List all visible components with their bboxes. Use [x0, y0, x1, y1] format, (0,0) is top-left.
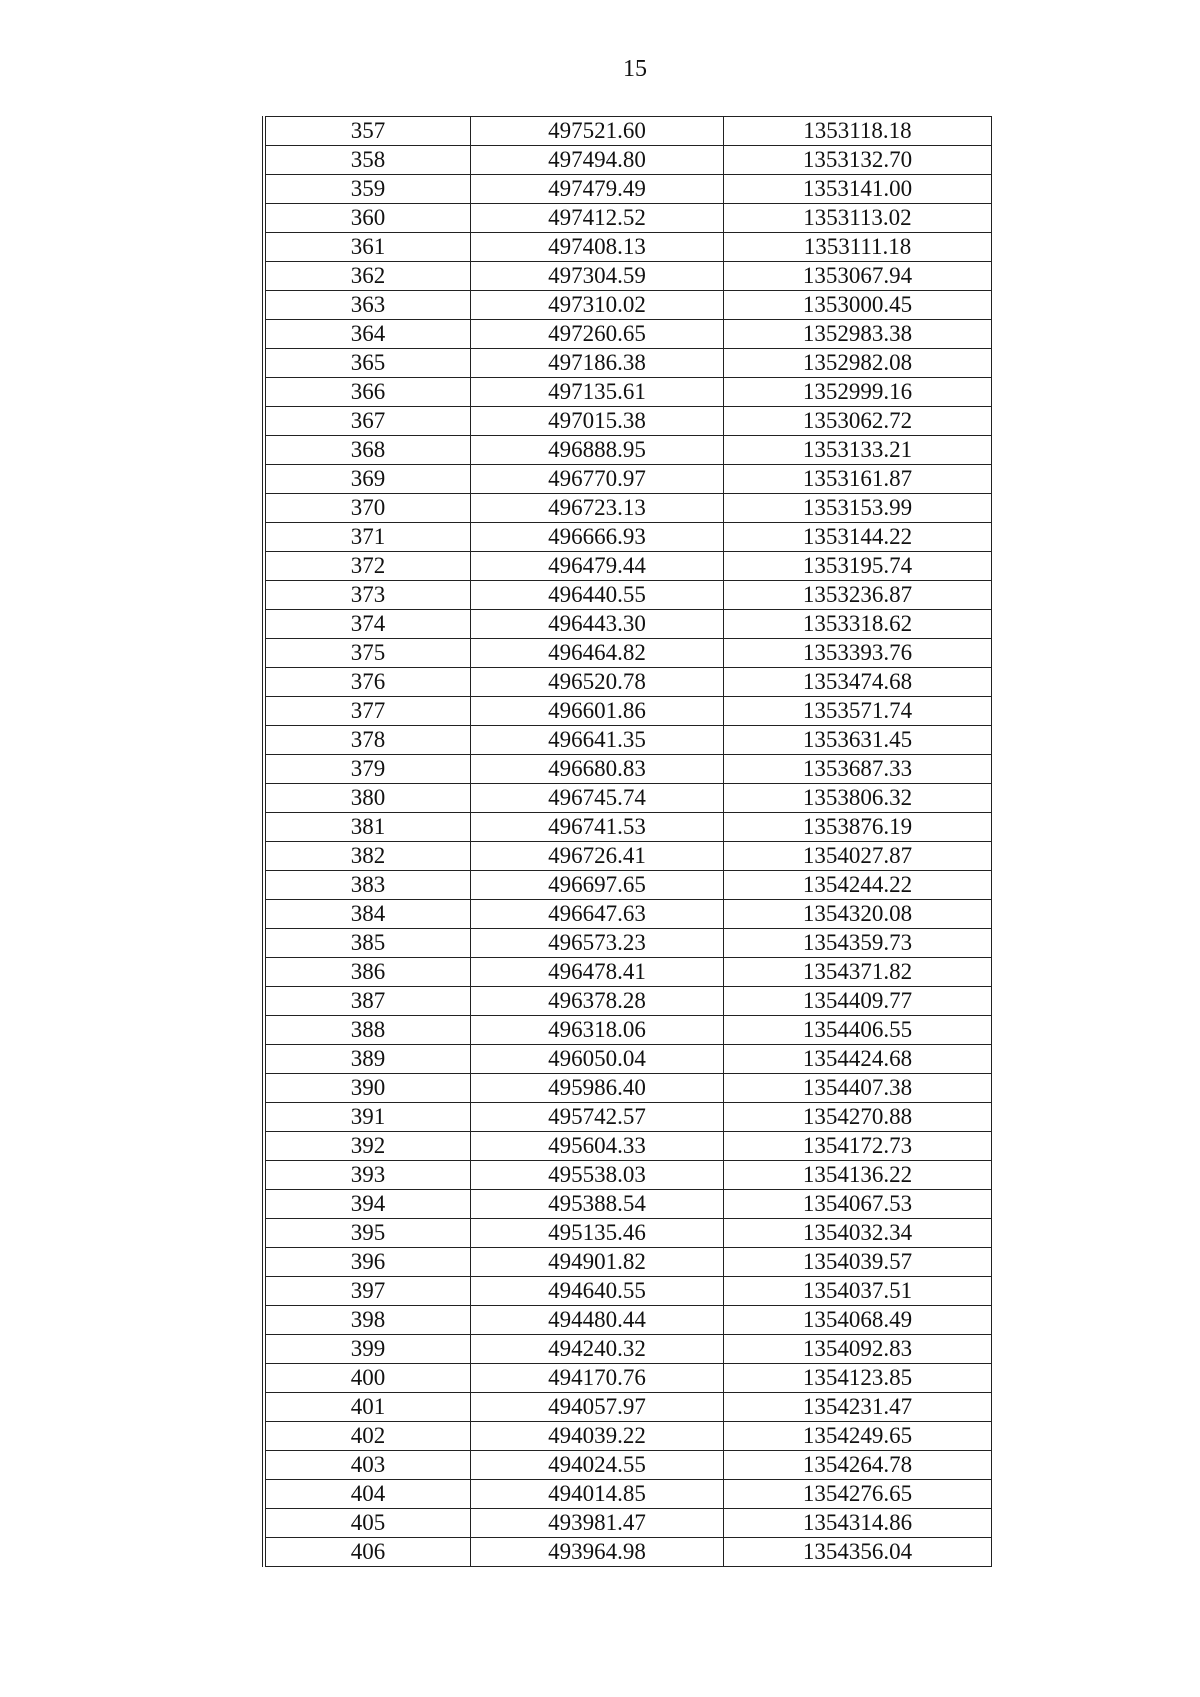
point-number-cell: 406 [264, 1538, 470, 1567]
y-coordinate-cell: 1353474.68 [723, 668, 991, 697]
point-number-cell: 395 [264, 1219, 470, 1248]
y-coordinate-cell: 1353806.32 [723, 784, 991, 813]
x-coordinate-cell: 496641.35 [470, 726, 723, 755]
table-row [264, 1103, 992, 1132]
point-number-cell: 389 [264, 1045, 470, 1074]
x-coordinate-cell: 496440.55 [470, 581, 723, 610]
y-coordinate-cell: 1354409.77 [723, 987, 991, 1016]
point-number-cell: 400 [264, 1364, 470, 1393]
coordinates-table [262, 116, 992, 1567]
table-row [264, 1074, 992, 1103]
table-row [264, 117, 992, 146]
point-number-cell: 381 [264, 813, 470, 842]
y-coordinate-cell: 1354136.22 [723, 1161, 991, 1190]
y-coordinate-cell: 1353118.18 [723, 117, 991, 146]
y-coordinate-cell: 1354068.49 [723, 1306, 991, 1335]
point-number-cell: 401 [264, 1393, 470, 1422]
y-coordinate-cell: 1354039.57 [723, 1248, 991, 1277]
x-coordinate-cell: 496601.86 [470, 697, 723, 726]
table-row [264, 610, 992, 639]
x-coordinate-cell: 496697.65 [470, 871, 723, 900]
table-row [264, 146, 992, 175]
x-coordinate-cell: 496680.83 [470, 755, 723, 784]
y-coordinate-cell: 1353111.18 [723, 233, 991, 262]
y-coordinate-cell: 1353133.21 [723, 436, 991, 465]
y-coordinate-cell: 1354406.55 [723, 1016, 991, 1045]
point-number-cell: 402 [264, 1422, 470, 1451]
table-row [264, 784, 992, 813]
point-number-cell: 393 [264, 1161, 470, 1190]
y-coordinate-cell: 1353067.94 [723, 262, 991, 291]
x-coordinate-cell: 495742.57 [470, 1103, 723, 1132]
table-row [264, 1248, 992, 1277]
point-number-cell: 372 [264, 552, 470, 581]
y-coordinate-cell: 1353876.19 [723, 813, 991, 842]
x-coordinate-cell: 497310.02 [470, 291, 723, 320]
table-row [264, 233, 992, 262]
point-number-cell: 383 [264, 871, 470, 900]
y-coordinate-cell: 1354371.82 [723, 958, 991, 987]
x-coordinate-cell: 494240.32 [470, 1335, 723, 1364]
table-row [264, 871, 992, 900]
table-row [264, 1451, 992, 1480]
x-coordinate-cell: 494014.85 [470, 1480, 723, 1509]
point-number-cell: 362 [264, 262, 470, 291]
x-coordinate-cell: 496318.06 [470, 1016, 723, 1045]
y-coordinate-cell: 1354092.83 [723, 1335, 991, 1364]
x-coordinate-cell: 496378.28 [470, 987, 723, 1016]
x-coordinate-cell: 495135.46 [470, 1219, 723, 1248]
table-row [264, 1422, 992, 1451]
table-row [264, 1161, 992, 1190]
y-coordinate-cell: 1354172.73 [723, 1132, 991, 1161]
x-coordinate-cell: 496573.23 [470, 929, 723, 958]
y-coordinate-cell: 1353000.45 [723, 291, 991, 320]
x-coordinate-cell: 495388.54 [470, 1190, 723, 1219]
x-coordinate-cell: 497260.65 [470, 320, 723, 349]
x-coordinate-cell: 496478.41 [470, 958, 723, 987]
point-number-cell: 374 [264, 610, 470, 639]
table-row [264, 436, 992, 465]
table-row [264, 900, 992, 929]
x-coordinate-cell: 497412.52 [470, 204, 723, 233]
table-row [264, 1306, 992, 1335]
table-row [264, 262, 992, 291]
point-number-cell: 380 [264, 784, 470, 813]
table-row [264, 1190, 992, 1219]
table-row [264, 1393, 992, 1422]
table-row [264, 929, 992, 958]
point-number-cell: 404 [264, 1480, 470, 1509]
table-row [264, 291, 992, 320]
x-coordinate-cell: 496520.78 [470, 668, 723, 697]
x-coordinate-cell: 494039.22 [470, 1422, 723, 1451]
y-coordinate-cell: 1353687.33 [723, 755, 991, 784]
point-number-cell: 365 [264, 349, 470, 378]
y-coordinate-cell: 1354314.86 [723, 1509, 991, 1538]
x-coordinate-cell: 496647.63 [470, 900, 723, 929]
table-row [264, 1335, 992, 1364]
point-number-cell: 376 [264, 668, 470, 697]
table-row [264, 494, 992, 523]
point-number-cell: 359 [264, 175, 470, 204]
table-row [264, 813, 992, 842]
table-row [264, 1480, 992, 1509]
table-row [264, 1538, 992, 1567]
point-number-cell: 379 [264, 755, 470, 784]
point-number-cell: 396 [264, 1248, 470, 1277]
point-number-cell: 398 [264, 1306, 470, 1335]
x-coordinate-cell: 496464.82 [470, 639, 723, 668]
x-coordinate-cell: 494480.44 [470, 1306, 723, 1335]
y-coordinate-cell: 1354359.73 [723, 929, 991, 958]
table-row [264, 842, 992, 871]
point-number-cell: 375 [264, 639, 470, 668]
table-row [264, 581, 992, 610]
y-coordinate-cell: 1354027.87 [723, 842, 991, 871]
y-coordinate-cell: 1353195.74 [723, 552, 991, 581]
x-coordinate-cell: 494024.55 [470, 1451, 723, 1480]
x-coordinate-cell: 496479.44 [470, 552, 723, 581]
table-row [264, 958, 992, 987]
table-row [264, 726, 992, 755]
y-coordinate-cell: 1353571.74 [723, 697, 991, 726]
x-coordinate-cell: 497135.61 [470, 378, 723, 407]
x-coordinate-cell: 494057.97 [470, 1393, 723, 1422]
table-row [264, 378, 992, 407]
table-row [264, 465, 992, 494]
y-coordinate-cell: 1354244.22 [723, 871, 991, 900]
y-coordinate-cell: 1353236.87 [723, 581, 991, 610]
point-number-cell: 368 [264, 436, 470, 465]
y-coordinate-cell: 1352983.38 [723, 320, 991, 349]
table-row [264, 1509, 992, 1538]
point-number-cell: 369 [264, 465, 470, 494]
x-coordinate-cell: 495604.33 [470, 1132, 723, 1161]
x-coordinate-cell: 497304.59 [470, 262, 723, 291]
x-coordinate-cell: 496726.41 [470, 842, 723, 871]
point-number-cell: 364 [264, 320, 470, 349]
y-coordinate-cell: 1353393.76 [723, 639, 991, 668]
y-coordinate-cell: 1352982.08 [723, 349, 991, 378]
x-coordinate-cell: 496770.97 [470, 465, 723, 494]
point-number-cell: 373 [264, 581, 470, 610]
x-coordinate-cell: 493981.47 [470, 1509, 723, 1538]
x-coordinate-cell: 497494.80 [470, 146, 723, 175]
y-coordinate-cell: 1352999.16 [723, 378, 991, 407]
y-coordinate-cell: 1354067.53 [723, 1190, 991, 1219]
x-coordinate-cell: 497408.13 [470, 233, 723, 262]
point-number-cell: 382 [264, 842, 470, 871]
y-coordinate-cell: 1354424.68 [723, 1045, 991, 1074]
point-number-cell: 403 [264, 1451, 470, 1480]
point-number-cell: 384 [264, 900, 470, 929]
x-coordinate-cell: 495986.40 [470, 1074, 723, 1103]
y-coordinate-cell: 1353153.99 [723, 494, 991, 523]
y-coordinate-cell: 1354231.47 [723, 1393, 991, 1422]
table-row [264, 639, 992, 668]
point-number-cell: 367 [264, 407, 470, 436]
y-coordinate-cell: 1353113.02 [723, 204, 991, 233]
y-coordinate-cell: 1354407.38 [723, 1074, 991, 1103]
point-number-cell: 358 [264, 146, 470, 175]
table-row [264, 1277, 992, 1306]
table-row [264, 1219, 992, 1248]
table-row [264, 697, 992, 726]
x-coordinate-cell: 494640.55 [470, 1277, 723, 1306]
y-coordinate-cell: 1353141.00 [723, 175, 991, 204]
point-number-cell: 366 [264, 378, 470, 407]
table-row [264, 1016, 992, 1045]
x-coordinate-cell: 497521.60 [470, 117, 723, 146]
x-coordinate-cell: 496723.13 [470, 494, 723, 523]
y-coordinate-cell: 1353132.70 [723, 146, 991, 175]
x-coordinate-cell: 497186.38 [470, 349, 723, 378]
y-coordinate-cell: 1354270.88 [723, 1103, 991, 1132]
y-coordinate-cell: 1353318.62 [723, 610, 991, 639]
x-coordinate-cell: 496741.53 [470, 813, 723, 842]
point-number-cell: 405 [264, 1509, 470, 1538]
y-coordinate-cell: 1353631.45 [723, 726, 991, 755]
x-coordinate-cell: 497479.49 [470, 175, 723, 204]
y-coordinate-cell: 1353161.87 [723, 465, 991, 494]
y-coordinate-cell: 1354320.08 [723, 900, 991, 929]
x-coordinate-cell: 496888.95 [470, 436, 723, 465]
point-number-cell: 357 [264, 117, 470, 146]
x-coordinate-cell: 496050.04 [470, 1045, 723, 1074]
y-coordinate-cell: 1354264.78 [723, 1451, 991, 1480]
table-row [264, 320, 992, 349]
y-coordinate-cell: 1353144.22 [723, 523, 991, 552]
x-coordinate-cell: 494901.82 [470, 1248, 723, 1277]
table-row [264, 523, 992, 552]
point-number-cell: 394 [264, 1190, 470, 1219]
table-row [264, 1364, 992, 1393]
point-number-cell: 392 [264, 1132, 470, 1161]
y-coordinate-cell: 1354037.51 [723, 1277, 991, 1306]
point-number-cell: 390 [264, 1074, 470, 1103]
point-number-cell: 371 [264, 523, 470, 552]
x-coordinate-cell: 495538.03 [470, 1161, 723, 1190]
table-row [264, 407, 992, 436]
y-coordinate-cell: 1354276.65 [723, 1480, 991, 1509]
point-number-cell: 361 [264, 233, 470, 262]
point-number-cell: 377 [264, 697, 470, 726]
x-coordinate-cell: 496666.93 [470, 523, 723, 552]
table-row [264, 204, 992, 233]
y-coordinate-cell: 1353062.72 [723, 407, 991, 436]
table-row [264, 668, 992, 697]
point-number-cell: 388 [264, 1016, 470, 1045]
point-number-cell: 360 [264, 204, 470, 233]
point-number-cell: 399 [264, 1335, 470, 1364]
table-row [264, 987, 992, 1016]
point-number-cell: 387 [264, 987, 470, 1016]
table-row [264, 349, 992, 378]
x-coordinate-cell: 496443.30 [470, 610, 723, 639]
x-coordinate-cell: 494170.76 [470, 1364, 723, 1393]
point-number-cell: 397 [264, 1277, 470, 1306]
coordinates-table-body [264, 117, 992, 1567]
point-number-cell: 391 [264, 1103, 470, 1132]
y-coordinate-cell: 1354249.65 [723, 1422, 991, 1451]
point-number-cell: 386 [264, 958, 470, 987]
point-number-cell: 385 [264, 929, 470, 958]
table-row [264, 1132, 992, 1161]
table-row [264, 1045, 992, 1074]
table-row [264, 175, 992, 204]
x-coordinate-cell: 497015.38 [470, 407, 723, 436]
x-coordinate-cell: 493964.98 [470, 1538, 723, 1567]
table-row [264, 552, 992, 581]
y-coordinate-cell: 1354356.04 [723, 1538, 991, 1567]
page-number: 15 [623, 56, 647, 82]
point-number-cell: 370 [264, 494, 470, 523]
y-coordinate-cell: 1354032.34 [723, 1219, 991, 1248]
point-number-cell: 378 [264, 726, 470, 755]
y-coordinate-cell: 1354123.85 [723, 1364, 991, 1393]
point-number-cell: 363 [264, 291, 470, 320]
x-coordinate-cell: 496745.74 [470, 784, 723, 813]
table-row [264, 755, 992, 784]
